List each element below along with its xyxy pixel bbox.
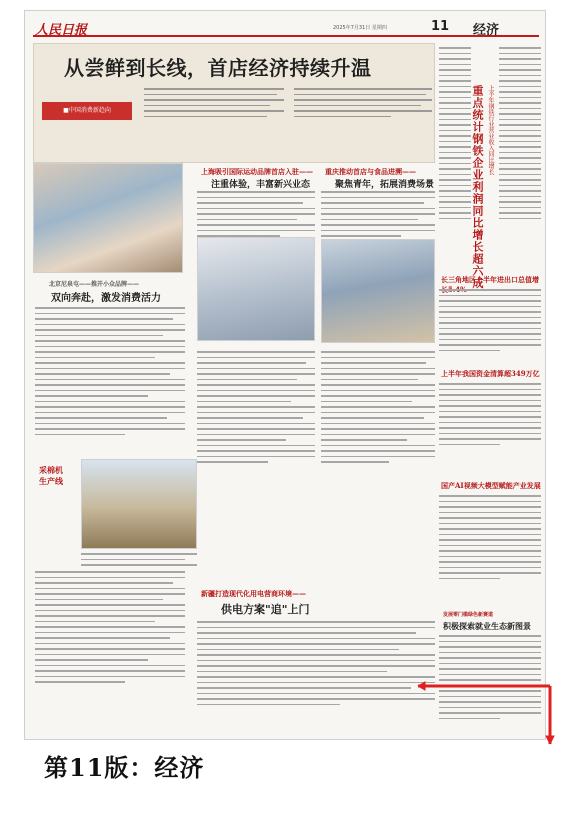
column-text-4 [197, 351, 315, 467]
story-tag: ■中国消费新趋向 [42, 102, 132, 120]
mall-photo [321, 239, 435, 343]
chongqing-sub: 聚焦青年，拓展消费场景 [335, 180, 435, 190]
section-title: 经济 [473, 23, 500, 38]
column-text-5 [321, 351, 435, 467]
vertical-subtitle: 上半年钢铁行业营业收入同比增长 [487, 85, 494, 175]
column-text-6 [81, 553, 197, 570]
xinjiang-title: 新疆打造现代化用电营商环境—— [201, 589, 306, 598]
column-text-2 [197, 191, 315, 241]
arrow-down [546, 686, 554, 744]
market-left-sub: 双向奔赴，激发消费活力 [51, 293, 161, 304]
masthead [33, 19, 539, 37]
right-item-2-title: 上半年我国资金清算超349万亿 [441, 369, 540, 378]
right-col-text-b [499, 47, 541, 223]
column-text-7 [35, 571, 185, 687]
market-left-title: 北京尼泉屯——推开小众品牌—— [49, 281, 140, 288]
chongqing-title: 重庆推动首店与食品进溯—— [325, 167, 416, 176]
cotton-title: 采棉机 生产线 [39, 465, 63, 486]
right-col-text-c [439, 289, 541, 355]
right-item-1-title: 长三角地区上半年进出口总值增 [441, 275, 539, 284]
shop-photo [33, 163, 183, 273]
newspaper-page [24, 10, 546, 740]
xinjiang-sub: 供电方案"追"上门 [221, 603, 310, 616]
column-text-3 [321, 191, 435, 241]
column-text-1 [35, 307, 185, 439]
banner-text-right [294, 88, 432, 148]
right-col-text-a [439, 47, 471, 223]
right-col-text-d [439, 383, 541, 449]
right-item-3-title: 国产AI视频大模型赋能产业发展 [441, 481, 541, 490]
main-story-banner [33, 43, 435, 163]
right-item-4-title: 积极探索就业生态新图景 [443, 621, 531, 631]
vertical-title: 重点统计钢铁企业利润同比增长超六成 [471, 85, 484, 289]
page-number: 11 [431, 19, 450, 34]
shanghai-sub: 注重体验，丰富新兴业态 [211, 180, 311, 190]
newspaper-logo: 人民日报 [35, 23, 88, 38]
banner-text-left [144, 88, 284, 148]
shanghai-title: 上海吸引国际运动品牌首店入驻—— [201, 167, 313, 176]
right-col-text-f [439, 635, 541, 723]
page-footer-label: 第11版：经济 [44, 753, 205, 782]
factory-photo [197, 237, 315, 341]
cotton-photo [81, 459, 197, 549]
main-headline: 从尝鲜到长线，首店经济持续升温 [64, 56, 372, 80]
column-text-8 [197, 621, 435, 709]
right-item-4-prefix: 发展零门槛绿色新赛道 [443, 612, 494, 618]
right-col-text-e [439, 495, 541, 583]
issue-date: 2025年7月31日 星期四 [333, 25, 387, 31]
